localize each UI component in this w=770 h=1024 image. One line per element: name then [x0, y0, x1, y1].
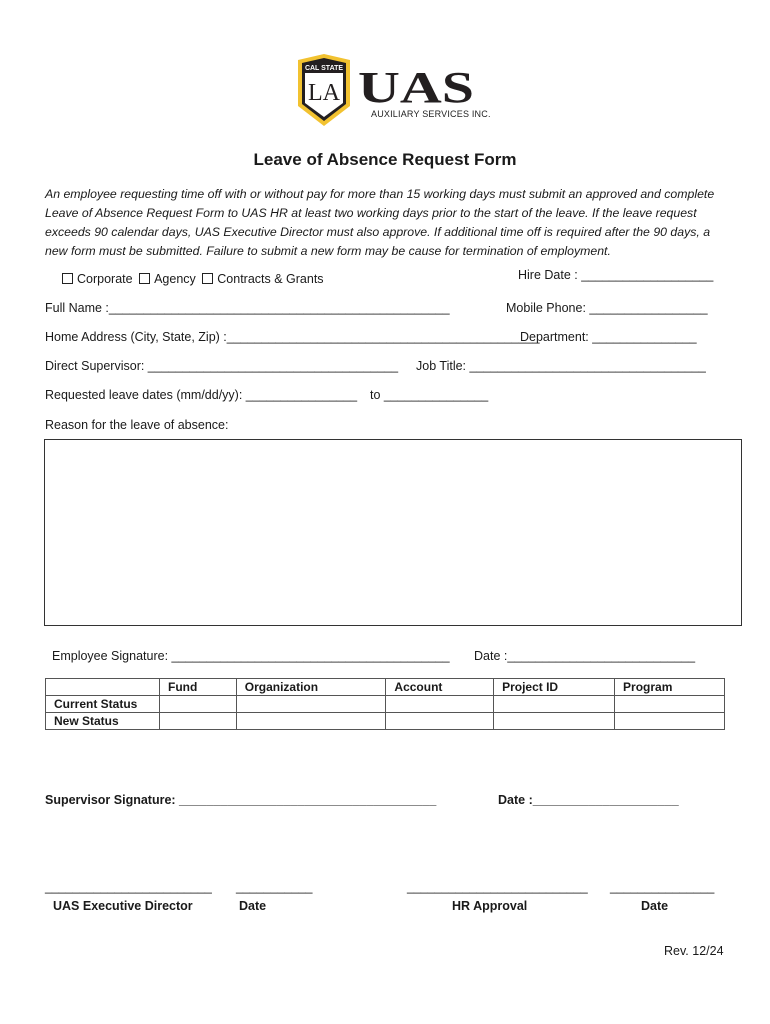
- table-header-account: Account: [386, 679, 494, 696]
- table-cell[interactable]: [615, 696, 725, 713]
- form-title: Leave of Absence Request Form: [253, 150, 517, 169]
- employee-signature-field[interactable]: Employee Signature: ________________________________________: [52, 649, 450, 663]
- table-cell[interactable]: [160, 696, 237, 713]
- corporate-label: Corporate: [77, 272, 133, 286]
- row-label-new-status: New Status: [46, 713, 160, 730]
- table-cell[interactable]: [615, 713, 725, 730]
- row-label-current-status: Current Status: [46, 696, 160, 713]
- corporate-checkbox[interactable]: [62, 273, 73, 284]
- corporate-option[interactable]: [62, 272, 133, 286]
- table-cell[interactable]: [386, 713, 494, 730]
- logo-seal-main-text: LA: [308, 80, 340, 106]
- hr-date-line[interactable]: _______________: [610, 880, 715, 894]
- table-header-row: [46, 679, 725, 696]
- employee-signature-date-field[interactable]: Date :___________________________: [474, 649, 696, 663]
- hr-approval-label: HR Approval: [452, 899, 528, 913]
- table-cell[interactable]: [494, 696, 615, 713]
- table-row: [46, 713, 725, 730]
- leave-start-date-field[interactable]: Requested leave dates (mm/dd/yy): ________________: [45, 388, 358, 402]
- table-cell[interactable]: [386, 696, 494, 713]
- department-field[interactable]: Department: _______________: [520, 330, 697, 344]
- job-title-field[interactable]: Job Title: __________________________________: [416, 359, 706, 373]
- mobile-phone-field[interactable]: Mobile Phone: _________________: [506, 301, 708, 315]
- logo-subtitle: AUXILIARY SERVICES INC.: [371, 109, 491, 119]
- agency-label: Agency: [154, 272, 196, 286]
- reason-label: Reason for the leave of absence:: [45, 418, 229, 432]
- table-cell[interactable]: [160, 713, 237, 730]
- employment-type-options: [62, 272, 324, 286]
- agency-option[interactable]: [139, 272, 196, 286]
- supervisor-signature-date-field[interactable]: Date :_____________________: [498, 793, 679, 807]
- leave-end-date-field[interactable]: to _______________: [370, 388, 489, 402]
- table-header-cell: [46, 679, 160, 696]
- home-address-field[interactable]: Home Address (City, State, Zip) :_____________________________________________: [45, 330, 540, 344]
- table-row: [46, 696, 725, 713]
- logo-wordmark: UAS: [358, 63, 474, 112]
- reason-textarea[interactable]: [44, 439, 742, 626]
- hire-date-field[interactable]: Hire Date : ___________________: [518, 268, 714, 282]
- director-date-label: Date: [239, 899, 267, 913]
- direct-supervisor-field[interactable]: Direct Supervisor: ____________________________________: [45, 359, 399, 373]
- table-header-project-id: Project ID: [494, 679, 615, 696]
- revision-label: Rev. 12/24: [664, 944, 724, 958]
- director-date-line[interactable]: ___________: [236, 880, 313, 894]
- director-signature-line[interactable]: ________________________: [45, 880, 212, 894]
- logo-seal-top-text: CAL STATE: [304, 65, 344, 72]
- table-cell[interactable]: [494, 713, 615, 730]
- contracts-grants-checkbox[interactable]: [202, 273, 213, 284]
- hr-signature-line[interactable]: __________________________: [407, 880, 588, 894]
- table-header-program: Program: [615, 679, 725, 696]
- table-cell[interactable]: [236, 696, 386, 713]
- table-header-fund: Fund: [160, 679, 237, 696]
- hr-date-label: Date: [641, 899, 669, 913]
- contracts-grants-option[interactable]: [202, 272, 323, 286]
- director-label: UAS Executive Director: [53, 899, 193, 913]
- supervisor-signature-field[interactable]: Supervisor Signature: _____________________________________: [45, 793, 437, 807]
- intro-paragraph: An employee requesting time off with or without pay for more than 15 working days must submit an approved and complete Leave of Absence Request Form to UAS HR at least two working days prior to the start of the leave. If the leave request exceeds 90 calendar days, UAS Executive Director must also approve. If additional time off is required after the 90 days, a new form must be submitted. Failure to submit a new form may be cause for termination of employment.: [45, 187, 715, 258]
- contracts-grants-label: Contracts & Grants: [217, 272, 324, 286]
- table-header-organization: Organization: [236, 679, 386, 696]
- agency-checkbox[interactable]: [139, 273, 150, 284]
- full-name-field[interactable]: Full Name :_________________________________________________: [45, 301, 450, 315]
- account-coding-table: [45, 678, 725, 730]
- table-cell[interactable]: [236, 713, 386, 730]
